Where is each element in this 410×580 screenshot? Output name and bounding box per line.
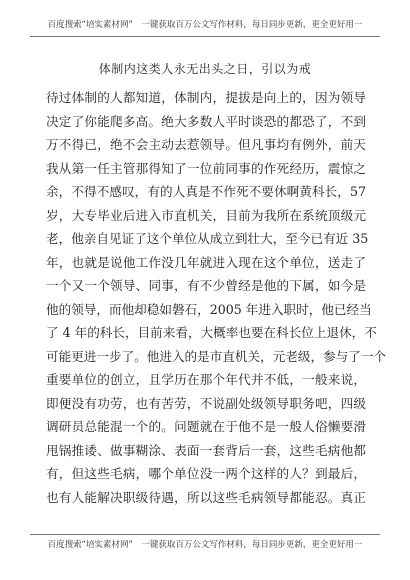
page-footer: 百度搜索“培实素材网” 一键获取百万公文写作材料，每日同步更新，更全更好用一 [47, 540, 363, 550]
body-line: 甩锅推诿、做事糊涂、表面一套背后一套，这些毛病他都 [46, 442, 366, 458]
body-line: 老，他亲自见证了这个单位从成立到壮大，至今已有近 35 [46, 231, 369, 246]
body-line: 决定了你能爬多高。绝大多数人平时谈恐的都恐了，不到 [46, 113, 366, 129]
body-line: 可能更进一步了。他进入的是市直机关，元老级，参与了一个 [46, 348, 387, 364]
body-line: 岁，大专毕业后进入市直机关，目前为我所在系统顶级元 [46, 207, 366, 223]
body-line: 了 4 年的科长，目前来看，大概率也要在科长位上退休，不 [46, 325, 377, 340]
article-title: 体制内这类人永无出头之日，引以为戒 [98, 62, 312, 76]
body-line: 年，也就是说他工作没几年就进入现在这个单位，送走了 [46, 254, 366, 270]
body-line: 调研员总能混一个的。问题就在于他不是一般人俗懒要滑 [46, 419, 366, 434]
footer-divider [30, 534, 380, 535]
body-line: 重要单位的创立，且学历在那个年代并不低，一般来说， [46, 372, 366, 387]
body-line: 也有人能解决职级待遇，所以这些毛病领导都能忍。真正 [46, 489, 366, 505]
body-line: 余，不得不感叹，有的人真是不作死不要休啊黄科长，57 [46, 184, 366, 199]
article-body [46, 86, 387, 509]
body-line: 即便没有功劳，也有苦劳，不说副处级领导职务吧，四级 [46, 395, 366, 411]
body-line: 一个又一个领导、同事，有不少曾经是他的下属，如今是 [46, 278, 366, 293]
page-header: 百度搜索“培实素材网” 一键获取百万公文写作材料，每日同步更新，更全更好用一 [47, 20, 363, 30]
body-line: 有，但这些毛病，哪个单位没一两个这样的人？到最后， [46, 466, 366, 481]
body-line: 他的领导，而他却稳如磐石，2005 年进入职时，他已经当 [46, 301, 372, 317]
header-divider [30, 36, 380, 37]
body-line: 待过体制的人都知道，体制内，提拔是向上的，因为领导 [46, 90, 366, 105]
body-line: 万不得已，绝不会主动去惹领导。但凡事均有例外，前天 [46, 137, 366, 152]
body-line: 我从第一任主管那得知了一位前同事的作死经历，震惊之 [46, 160, 366, 176]
